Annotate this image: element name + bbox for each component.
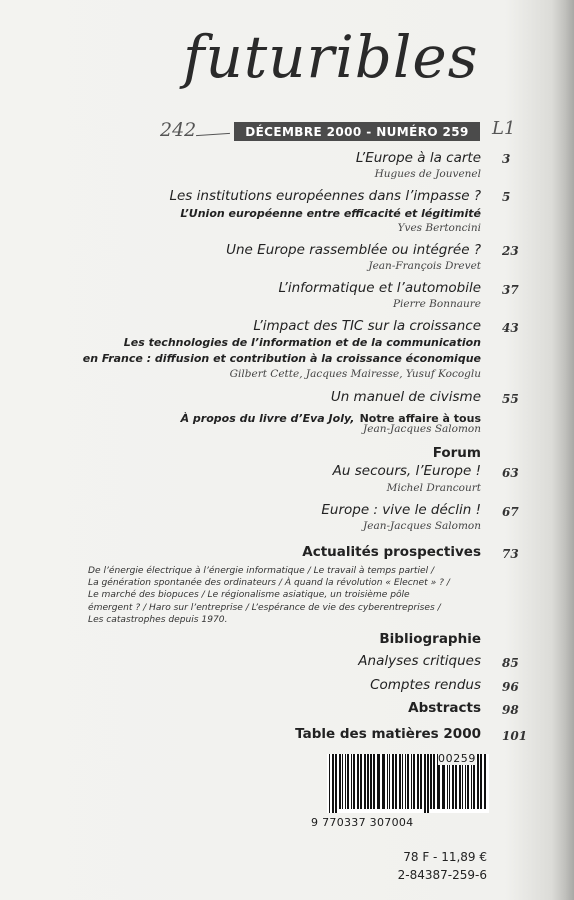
- barcode-bar: [357, 754, 359, 809]
- actualites-line: Les catastrophes depuis 1970.: [88, 614, 228, 625]
- actualites-line: Le marché des biopuces / Le régionalisme asiatique, un troisième pôle: [88, 590, 410, 601]
- actualites-page: 73: [502, 547, 519, 561]
- barcode-bar: [332, 754, 334, 813]
- barcode-bar: [433, 754, 435, 809]
- toc-entry-author: Yves Bertoncini: [397, 222, 481, 234]
- toc-entry-page: 43: [502, 321, 519, 335]
- barcode-bar: [335, 754, 337, 813]
- toc-subtitle-italic: À propos du livre d’Eva Joly,: [180, 412, 355, 425]
- barcode-bar: [407, 754, 409, 809]
- barcode-bar: [382, 754, 385, 809]
- toc-entry-title: Un manuel de civisme: [330, 389, 481, 405]
- forum-item-title: Europe : vive le déclin !: [321, 502, 481, 518]
- barcode-bar: [360, 754, 362, 809]
- actualites-heading: Actualités prospectives: [302, 544, 481, 560]
- barcode-bar: [339, 754, 341, 809]
- price: 78 F - 11,89 €: [403, 850, 487, 864]
- barcode-bar: [413, 754, 415, 809]
- forum-item-page: 67: [502, 505, 519, 519]
- toc-entry-page: 37: [502, 283, 519, 297]
- barcode-bar: [367, 754, 369, 809]
- toc-entry-author: Pierre Bonnaure: [392, 298, 481, 310]
- barcode-bar: [427, 754, 429, 813]
- barcode-addon-digits: 00259: [438, 752, 476, 765]
- forum-item-author: Michel Drancourt: [386, 482, 481, 494]
- barcode-bar: [424, 754, 426, 813]
- barcode-bar: [353, 754, 355, 809]
- toc-entry-author: Gilbert Cette, Jacques Mairesse, Yusuf Kocoglu: [229, 368, 481, 380]
- barcode-bar: [351, 754, 352, 809]
- toc-entry-title: Une Europe rassemblée ou intégrée ?: [226, 242, 481, 258]
- toc-entry-page: 5: [502, 190, 511, 204]
- toc-entry-title: Les institutions européennes dans l’impasse ?: [169, 188, 481, 204]
- actualites-summary: [88, 565, 493, 626]
- table-matieres-title: Table des matières 2000: [295, 726, 481, 742]
- barcode-bar: [480, 754, 482, 809]
- isbn: 2-84387-259-6: [397, 868, 487, 882]
- barcode-bar: [484, 754, 486, 809]
- forum-item-page: 63: [502, 466, 519, 480]
- handwritten-note-left: 242: [160, 119, 197, 141]
- forum-item-author: Jean-Jacques Salomon: [363, 520, 481, 532]
- toc-entry-title: L’Europe à la carte: [355, 150, 481, 166]
- actualites-line: émergent ? / Haro sur l’entreprise / L’espérance de vie des cyberentreprises /: [88, 602, 441, 613]
- actualites-line: La génération spontanée des ordinateurs / À quand la révolution « Elecnet » ? /: [88, 578, 450, 589]
- barcode-bar: [373, 754, 375, 809]
- toc-entry-author: Hugues de Jouvenel: [374, 168, 481, 180]
- barcode-bar: [387, 754, 388, 809]
- barcode-bar: [389, 754, 390, 809]
- toc-entry-page: 3: [502, 152, 511, 166]
- toc-subtitle-plain: Notre affaire à tous: [359, 412, 481, 425]
- barcode-bar: [392, 754, 394, 809]
- bibliographie-item-page: 96: [502, 680, 519, 694]
- handwritten-stroke: [196, 133, 230, 136]
- forum-item-title: Au secours, l’Europe !: [332, 463, 481, 479]
- barcode-bar: [405, 754, 406, 809]
- bibliographie-heading: Bibliographie: [379, 631, 481, 647]
- barcode-bar: [329, 754, 330, 813]
- forum-heading: Forum: [432, 445, 481, 461]
- barcode-bar: [370, 754, 372, 809]
- page-shadow: [552, 0, 574, 900]
- toc-entry-author: Jean-François Drevet: [368, 260, 481, 272]
- barcode-bar: [364, 754, 366, 809]
- barcode-digits: 9 770337 307004: [311, 816, 414, 829]
- actualites-line: De l’énergie électrique à l’énergie informatique / Le travail à temps partiel /: [88, 566, 435, 576]
- barcode-bar: [377, 754, 380, 809]
- bibliographie-item-page: 85: [502, 656, 519, 670]
- barcode-bar: [345, 754, 346, 809]
- barcode-bar: [411, 754, 412, 809]
- toc-entry-subtitle: L’Union européenne entre efficacité et légitimité: [180, 207, 481, 220]
- barcode-bar: [342, 754, 343, 809]
- barcode-bar: [395, 754, 397, 809]
- barcode-bar: [477, 754, 479, 809]
- barcode-bar: [399, 754, 401, 809]
- toc-entry-subtitle: Les technologies de l’information et de la communication: [123, 336, 481, 349]
- toc-entry-title: L’impact des TIC sur la croissance: [253, 318, 481, 334]
- toc-entry-subtitle: en France : diffusion et contribution à la croissance économique: [82, 352, 481, 365]
- toc-entry-page: 23: [502, 244, 519, 258]
- bibliographie-item-title: Comptes rendus: [370, 677, 481, 693]
- table-matieres-page: 101: [502, 729, 528, 743]
- bibliographie-item-title: Analyses critiques: [358, 653, 481, 669]
- barcode-bar: [430, 754, 432, 809]
- issue-date-bar: DÉCEMBRE 2000 - NUMÉRO 259: [234, 122, 480, 141]
- barcode-bar: [417, 754, 419, 809]
- masthead-title: futuribles: [183, 23, 479, 91]
- toc-entry-page: 55: [502, 392, 519, 406]
- abstracts-page: 98: [502, 703, 519, 717]
- barcode-bar: [347, 754, 349, 809]
- handwritten-note-right: L1: [492, 118, 516, 139]
- barcode-bar: [420, 754, 422, 809]
- toc-entry-author: Jean-Jacques Salomon: [363, 423, 481, 435]
- toc-entry-title: L’informatique et l’automobile: [278, 280, 481, 296]
- barcode-bar: [402, 754, 403, 809]
- abstracts-title: Abstracts: [408, 700, 481, 716]
